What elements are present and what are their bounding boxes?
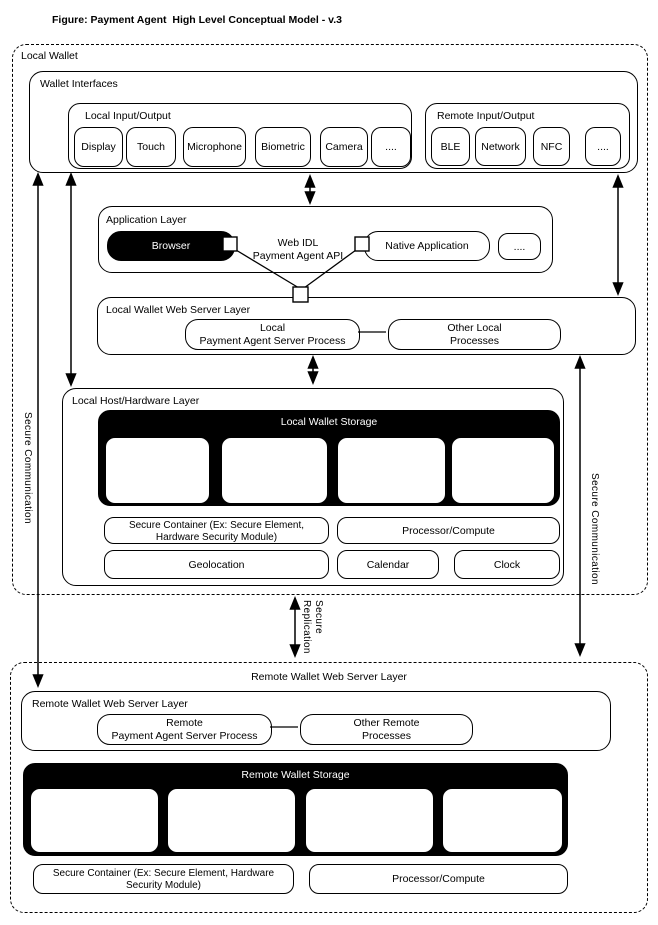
credential-container-box: Credential Container — [221, 437, 328, 504]
ledger-container-box: Ledger Container — [337, 437, 446, 504]
local-host-hardware-layer-label: Local Host/Hardware Layer — [72, 395, 200, 407]
remote-wallet-region — [10, 662, 648, 913]
wallet-interfaces-box — [29, 71, 638, 173]
secure-container-box: Secure Container (Ex: Secure Element, Hardware Security Module) — [104, 517, 329, 544]
local-wallet-storage-label: Local Wallet Storage — [280, 416, 378, 428]
remote-web-server-layer-label: Remote Wallet Web Server Layer — [32, 698, 188, 710]
remote-io-label: Remote Input/Output — [437, 110, 535, 122]
io-item-more-remote: .... — [585, 127, 621, 166]
other-local-processes-box: Other Local Processes — [388, 319, 561, 350]
remote-secure-container-box: Secure Container (Ex: Secure Element, Hardware Security Module) — [33, 864, 294, 894]
secure-replication-label: Secure Replication — [301, 600, 324, 654]
processor-compute-box: Processor/Compute — [337, 517, 560, 544]
io-item-more: .... — [371, 127, 411, 167]
geolocation-box: Geolocation — [104, 550, 329, 579]
local-wallet-label: Local Wallet — [21, 50, 78, 62]
calendar-box: Calendar — [337, 550, 439, 579]
local-wallet-region — [12, 44, 648, 595]
io-item-camera: Camera — [320, 127, 368, 167]
remote-credential-container-box: Credential Container — [167, 788, 296, 853]
remote-region-title: Remote Wallet Web Server Layer — [251, 671, 407, 683]
local-web-server-layer-box — [97, 297, 636, 355]
local-host-hardware-layer-box — [62, 388, 564, 586]
remote-io-box — [425, 103, 630, 169]
remote-wallet-storage-label: Remote Wallet Storage — [241, 769, 350, 781]
io-item-display: Display — [74, 127, 123, 167]
remote-item-container-box: Item Container — [442, 788, 563, 853]
io-item-nfc: NFC — [533, 127, 570, 166]
remote-web-server-layer-box — [21, 691, 611, 751]
local-io-label: Local Input/Output — [85, 110, 171, 122]
other-remote-processes-box: Other Remote Processes — [300, 714, 473, 745]
secure-communication-right-label: Secure Communication — [589, 473, 600, 585]
clock-box: Clock — [454, 550, 560, 579]
browser-box: Browser — [107, 231, 235, 261]
identity-container-box: Identity Container — [105, 437, 210, 504]
local-web-server-layer-label: Local Wallet Web Server Layer — [106, 304, 251, 316]
application-more-box: .... — [498, 233, 541, 260]
io-item-ble: BLE — [431, 127, 470, 166]
remote-processor-compute-box: Processor/Compute — [309, 864, 568, 894]
item-container-box: Item Container — [451, 437, 555, 504]
remote-wallet-storage-box — [23, 763, 568, 856]
local-io-box — [68, 103, 412, 169]
web-idl-api-label: Web IDL Payment Agent API — [252, 237, 344, 262]
native-application-box: Native Application — [364, 231, 490, 261]
arrow-secure-replication — [291, 598, 300, 656]
secure-communication-left-label: Secure Communication — [22, 412, 33, 524]
local-wallet-storage-box — [98, 410, 560, 506]
io-item-biometric: Biometric — [255, 127, 311, 167]
io-item-touch: Touch — [126, 127, 176, 167]
remote-ledger-container-box: Ledger Container — [305, 788, 434, 853]
wallet-interfaces-label: Wallet Interfaces — [40, 78, 118, 90]
application-layer-label: Application Layer — [106, 214, 187, 226]
io-item-microphone: Microphone — [183, 127, 246, 167]
remote-payment-agent-process-box: Remote Payment Agent Server Process — [97, 714, 272, 745]
io-item-network: Network — [475, 127, 526, 166]
application-layer-box — [98, 206, 553, 273]
local-payment-agent-process-box: Local Payment Agent Server Process — [185, 319, 360, 350]
figure-title: Figure: Payment Agent High Level Conceptual Model - v.3 — [52, 14, 342, 26]
remote-identity-container-box: Identity Container — [30, 788, 159, 853]
